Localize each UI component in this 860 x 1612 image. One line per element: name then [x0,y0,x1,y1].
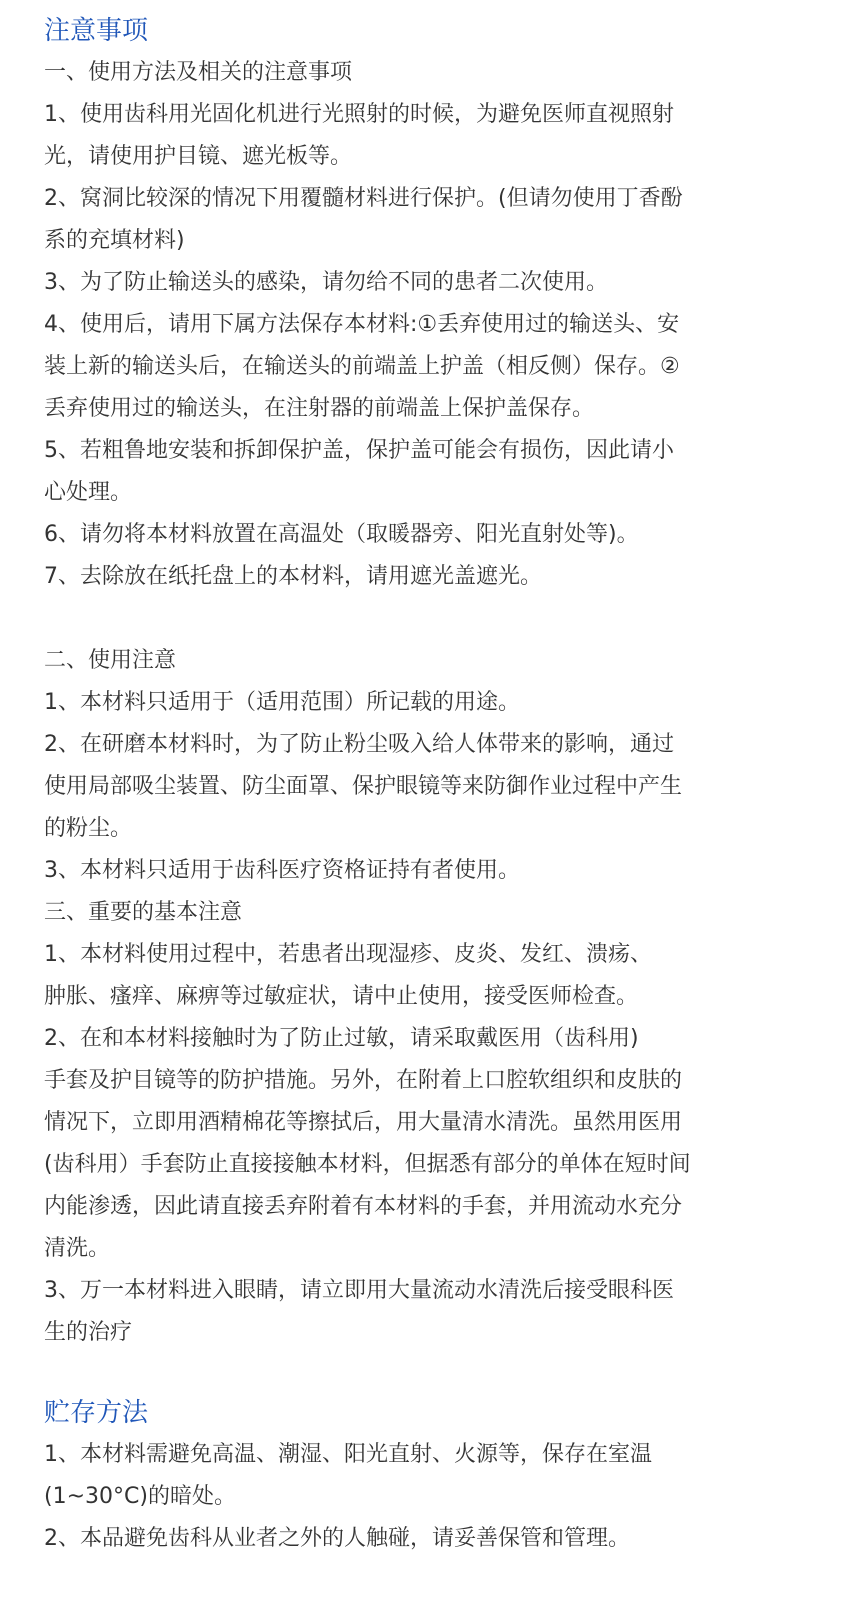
text-line: (1~30°C)的暗处。 [44,1484,236,1509]
text-line: 1、本材料只适用于（适用范围）所记载的用途。 [44,690,520,715]
text-line: (齿科用）手套防止直接接触本材料，但据悉有部分的单体在短时间 [44,1152,691,1177]
section-title-precautions: 注意事项 [44,16,149,46]
text-line: 生的治疗 [44,1320,133,1345]
text-line: 装上新的输送头后，在输送头的前端盖上护盖（相反侧）保存。② [44,354,680,379]
text-line: 一、使用方法及相关的注意事项 [44,60,353,85]
blank-line [44,598,816,640]
text-line: 清洗。 [44,1236,111,1261]
text-line: 7、去除放在纸托盘上的本材料，请用遮光盖遮光。 [44,564,542,589]
text-line: 二、使用注意 [44,648,177,673]
text-line: 2、在研磨本材料时，为了防止粉尘吸入给人体带来的影响，通过 [44,732,674,757]
text-line: 2、本品避免齿科从业者之外的人触碰，请妥善保管和管理。 [44,1526,630,1551]
text-line: 3、为了防止输送头的感染，请勿给不同的患者二次使用。 [44,270,608,295]
blank-line [44,1354,816,1392]
section-title-storage: 贮存方法 [44,1398,149,1428]
text-line: 光，请使用护目镜、遮光板等。 [44,144,353,169]
text-line: 手套及护目镜等的防护措施。另外，在附着上口腔软组织和皮肤的 [44,1068,683,1093]
text-line: 情况下，立即用酒精棉花等擦拭后，用大量清水清洗。虽然用医用 [44,1110,683,1135]
text-line: 5、若粗鲁地安装和拆卸保护盖，保护盖可能会有损伤，因此请小 [44,438,674,463]
text-line: 6、请勿将本材料放置在高温处（取暖器旁、阳光直射处等)。 [44,522,639,547]
text-line: 1、本材料使用过程中，若患者出现湿疹、皮炎、发红、溃疡、 [44,942,652,967]
text-line: 心处理。 [44,480,133,505]
text-line: 2、窝洞比较深的情况下用覆髓材料进行保护。(但请勿使用丁香酚 [44,186,683,211]
text-line: 肿胀、瘙痒、麻痹等过敏症状，请中止使用，接受医师检查。 [44,984,639,1009]
text-line: 1、使用齿科用光固化机进行光照射的时候，为避免医师直视照射 [44,102,674,127]
text-line: 的粉尘。 [44,816,133,841]
text-line: 系的充填材料) [44,228,185,253]
text-line: 丢弃使用过的输送头，在注射器的前端盖上保护盖保存。 [44,396,595,421]
text-line: 三、重要的基本注意 [44,900,243,925]
text-line: 2、在和本材料接触时为了防止过敏，请采取戴医用（齿科用) [44,1026,639,1051]
text-line: 3、本材料只适用于齿科医疗资格证持有者使用。 [44,858,520,883]
text-line: 3、万一本材料进入眼睛，请立即用大量流动水清洗后接受眼科医 [44,1278,674,1303]
text-line: 1、本材料需避免高温、潮湿、阳光直射、火源等，保存在室温 [44,1442,652,1467]
text-line: 使用局部吸尘装置、防尘面罩、保护眼镜等来防御作业过程中产生 [44,774,683,799]
text-line: 内能渗透，因此请直接丢弃附着有本材料的手套，并用流动水充分 [44,1194,683,1219]
text-line: 4、使用后，请用下属方法保存本材料:①丢弃使用过的输送头、安 [44,312,680,337]
